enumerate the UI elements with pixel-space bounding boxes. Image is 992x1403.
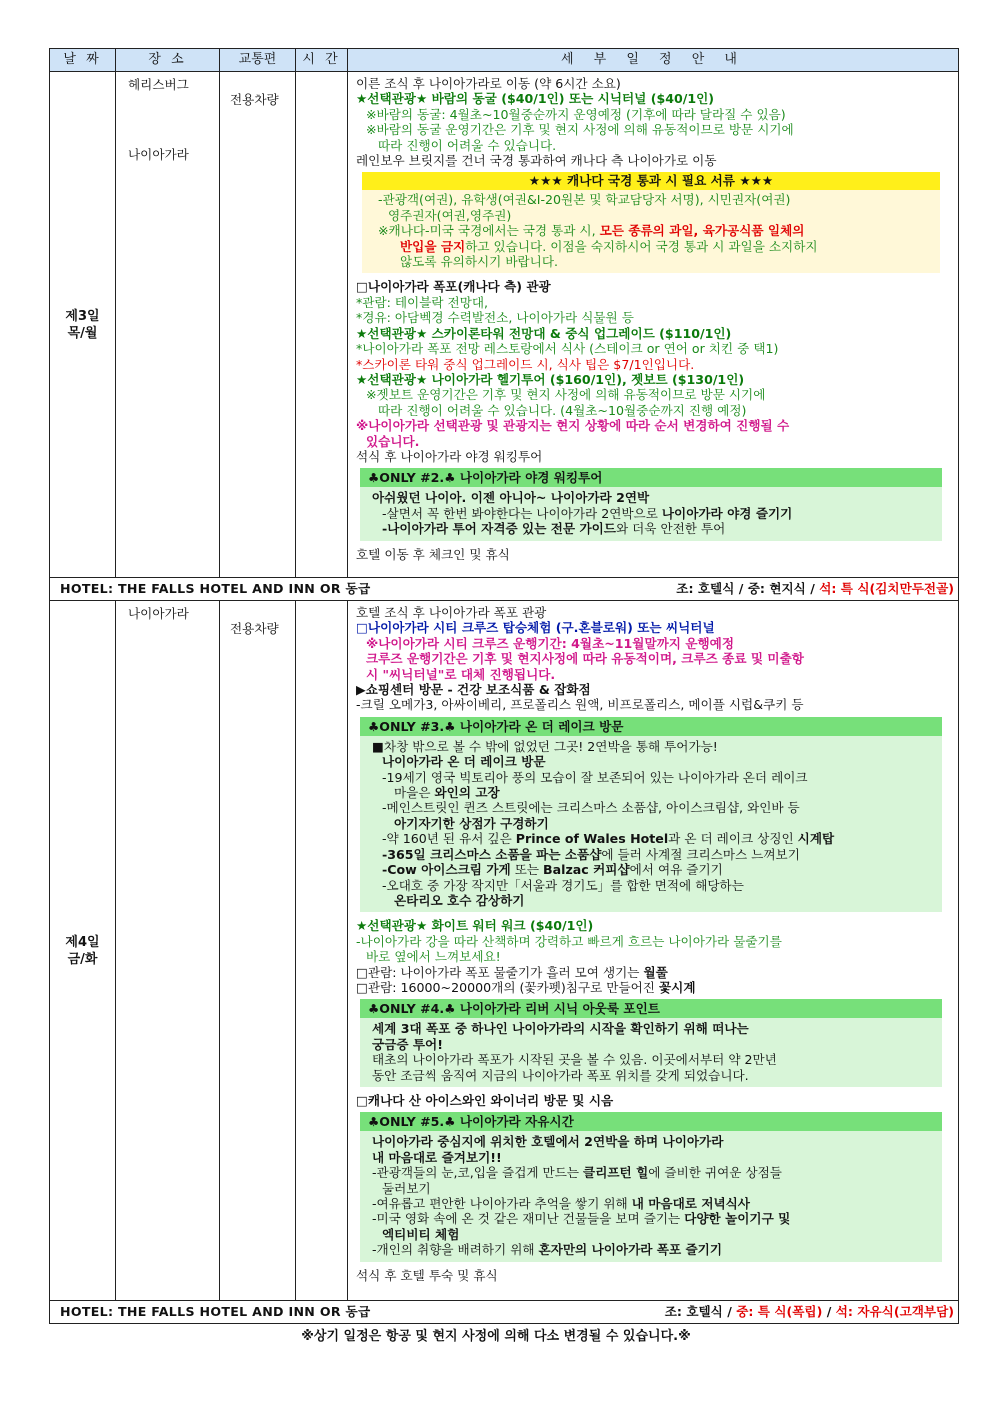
day3-time — [296, 72, 348, 578]
d3-note: *스카이론 타워 중식 업그레이드 시, 식사 팁은 $7/1인입니다. — [356, 356, 695, 372]
only2-box — [360, 468, 942, 540]
d4-line: 호텔 조식 후 나이아가라 폭포 관광 — [356, 605, 547, 620]
only5-body: 나이아가라 중심지에 위치한 호텔에서 2연박을 하며 나이아가라 내 마음대로 즐겨보기!! -관광객들의 눈,코,입을 즐겁게 만드는 클리프턴 힐에 즐비한 귀여운 상점들 둘러보기 -여유롭고 편안한 나이아가라 추억을 쌓기 위해 내 마음대로 저녁식사 -미국 영화 속에 온 것 같은 재미난 건물들을 보며 즐기는 다양한 놀이기구 및 엑티비티 체험 -개인의 취향을 배려하기 위해 혼자만의 나이아가라 폭포 즐기기 — [372, 1134, 791, 1258]
d3-option-cave: ★선택관광★ 바람의 동굴 ($40/1인) 또는 시닉터널 ($40/1인) — [356, 91, 715, 107]
day3-transport: 전용차량 — [220, 72, 296, 578]
itinerary-table — [49, 48, 959, 1324]
footer-note: ※상기 일정은 항공 및 현지 사정에 의해 다소 변경될 수 있습니다.※ — [301, 1329, 691, 1344]
d3-note: *나이아가라 폭포 전망 레스토랑에서 식사 (스테이크 or 연어 or 치킨 중 택1) — [356, 341, 779, 357]
d3-warning: 있습니다. — [366, 433, 420, 449]
day4-time — [296, 601, 348, 1301]
d4-warning: 크루즈 운행기간은 기후 및 현지사정에 따라 유동적이며, 크루즈 종료 및 미출항 — [366, 651, 804, 667]
day3-places — [116, 72, 220, 578]
only3-title: ♣ONLY #3.♣ 나이아가라 온 더 레이크 방문 — [360, 717, 942, 736]
header-place: 장 소 — [116, 49, 220, 72]
d3-option-skylon: ★선택관광★ 스카이론타워 전망대 & 중식 업그레이드 ($110/1인) — [356, 325, 732, 341]
d3-note: 따라 진행이 어려울 수 있습니다. — [378, 137, 557, 153]
d3-warning: ※나이아가라 선택관광 및 관광지는 현지 상황에 따라 순서 변경하여 진행될 수 — [356, 418, 790, 434]
day4-lunch: 중: 특 식(폭립) — [736, 1304, 823, 1320]
only3-body: ■차창 밖으로 볼 수 밖에 없었던 그곳! 2연박을 통해 투어가능! 나이아가라 온 더 레이크 방문 -19세기 영국 빅토리아 풍의 모습이 잘 보존되어 있는 나이아가라 온더 레이크 마을은 와인의 고장 -메인스트릿인 퀸즈 스트릿에는 크리스마스 소품샵, 아이스크림샵, 와인바 등 아기자기한 상점가 구경하기 -약 160년 된 유서 깊은 Prince of Wales Hotel과 온 더 레이크 상징인 시계탑 -365일 크리스마스 소품을 파는 소품샵에 들러 사계절 크리스마스 느껴보기 -Cow 아이스크림 가게 또는 Balzac 커피샵에서 여유 즐기기 -오대호 중 가장 작지만「서울과 경기도」를 합한 면적에 해당하는 온타리오 호수 감상하기 — [372, 738, 835, 908]
d3-line: 호텔 이동 후 체크인 및 휴식 — [356, 546, 510, 562]
only4-body: 세계 3대 폭포 중 하나인 나이아가라의 시작을 확인하기 위해 떠나는 궁금증 투어! 태초의 나이아가라 폭포가 시작된 곳을 볼 수 있음. 이곳에서부터 약 2만년 동안 조금씩 움직여 지금의 나이아가라 폭포 위치를 갖게 되었습니다. — [372, 1021, 777, 1083]
place-harrisburg: 헤리스버그 — [128, 77, 189, 92]
day3-detail — [348, 72, 959, 578]
d3-falls-tour: □나이아가라 폭포(캐나다 측) 관광 — [356, 279, 551, 295]
d4-note: 바로 옆에서 느껴보세요! — [366, 949, 501, 965]
day4-hotel-row: HOTEL: THE FALLS HOTEL AND INN OR 동급 조: 호텔식 / 중: 특 식(폭립) / 석: 자유식(고객부담) — [50, 1301, 959, 1324]
day3-label: 제3일 목/월 — [50, 72, 116, 578]
d4-note: -나이아가라 강을 따라 산책하며 강력하고 빠르게 흐르는 나이아가라 물줄기를 — [356, 933, 782, 949]
only4-title: ♣ONLY #4.♣ 나이아가라 리버 시닉 아웃룩 포인트 — [360, 999, 942, 1018]
header-detail: 세 부 일 정 안 내 — [348, 49, 959, 72]
d4-warning: 시 "씨닉터널"로 대체 진행됩니다. — [366, 666, 556, 682]
day3-hotel: HOTEL: THE FALLS HOTEL AND INN OR 동급 — [60, 581, 371, 597]
d4-line: 석식 후 호텔 투숙 및 휴식 — [356, 1267, 498, 1283]
border-notice — [362, 172, 940, 273]
d3-note: ※젯보트 운영기간은 기후 및 현지 사정에 의해 유동적이므로 방문 시기에 — [366, 387, 766, 403]
d4-cruise: □나이아가라 시티 크루즈 탑승체험 (구.혼블로워) 또는 씨닉터널 — [356, 620, 715, 636]
day3-meals: 조: 호텔식 / 중: 현지식 / — [676, 581, 820, 597]
d3-note: ※바람의 동굴 운영기간은 기후 및 현지 사정에 의해 유동적이므로 방문 시기에 — [366, 122, 794, 138]
d4-warning: ※나이아가라 시티 크루즈 운행기간: 4월초~11월말까지 운행예정 — [366, 635, 735, 651]
place-niagara: 나이아가라 — [128, 147, 189, 163]
d3-note: 따라 진행이 어려울 수 있습니다. (4월초~10월중순까지 진행 예정) — [378, 402, 747, 418]
d3-line: 석식 후 나이아가라 야경 워킹투어 — [356, 448, 543, 464]
only4-box — [360, 999, 942, 1087]
only3-box — [360, 717, 942, 912]
header-transport: 교통편 — [220, 49, 296, 72]
d4-icewine: □캐나다 산 아이스와인 와이너리 방문 및 시음 — [356, 1092, 614, 1108]
only5-title: ♣ONLY #5.♣ 나이아가라 자유시간 — [360, 1112, 942, 1131]
d4-option-whitewater: ★선택관광★ 화이트 워터 워크 ($40/1인) — [356, 918, 594, 934]
day3-row — [50, 72, 959, 578]
header-time: 시 간 — [296, 49, 348, 72]
day4-places — [116, 601, 220, 1301]
border-notice-body: -관광객(여권), 유학생(여권&I-20원본 및 학교담당자 서명), 시민권자(여권) 영주권자(여권,영주권) ※캐나다-미국 국경에서는 국경 통과 시, 모든 종류의 과일, 육가공식품 일체의 반입을 금지하고 있습니다. 이점을 숙지하시어 국경 통과 시 과일을 소지하지 않도록 유의하시기 바랍니다. — [378, 192, 818, 270]
d3-line: *경유: 아담벡경 수력발전소, 나이아가라 식물원 등 — [356, 310, 634, 326]
only2-body: 아쉬웠던 나이아. 이젠 아니아~ 나이아가라 2연박 -살면서 꼭 한번 봐야한다는 나이아가라 2연박으로 나이아가라 야경 즐기기 -나이아가라 투어 자격증 있는 전문 가이드와 더욱 안전한 투어 — [372, 490, 793, 537]
d3-line: 이른 조식 후 나이아가라로 이동 (약 6시간 소요) — [356, 76, 621, 91]
day4-hotel: HOTEL: THE FALLS HOTEL AND INN OR 동급 — [60, 1304, 371, 1320]
day4-transport: 전용차량 — [220, 601, 296, 1301]
day4-row — [50, 601, 959, 1301]
d4-shopping: ▶쇼핑센터 방문 - 건강 보조식품 & 잡화점 — [356, 682, 591, 698]
header-row — [50, 49, 959, 72]
day3-hotel-row — [50, 578, 959, 601]
border-notice-title: ★★★ 캐나다 국경 통과 시 필요 서류 ★★★ — [362, 172, 940, 190]
day4-dinner: 석: 자유식(고객부담) — [835, 1304, 954, 1320]
d4-line: -크릴 오메가3, 아싸이베리, 프로폴리스 원액, 비프로폴리스, 메이플 시럽&쿠키 등 — [356, 697, 804, 713]
day4-detail: 호텔 조식 후 나이아가라 폭포 관광 □나이아가라 시티 크루즈 탑승체험 (구.혼블로워) 또는 씨닉터널 ※나이아가라 시티 크루즈 운행기간: 4월초~11월말까지 운행예정 크루즈 운행기간은 기후 및 현지사정에 따라 유동적이며, 크루즈 종료 및 미출항 시 "씨닉터널"로 대체 진행됩니다. ▶쇼핑센터 방문 - 건강 보조식품 & 잡화점 -크릴 오메가3, 아싸이베리, 프로폴리스 원액, 비프로폴리스, 메이플 시럽&쿠키 등 ♣ONLY #3.♣ 나이아가라 온 더 레이크 방문 ■차창 밖으로 볼 수 밖에 없었던 그곳! 2연박을 통해 투어가능! 나이아가라 온 더 레이크 방문 -19세기 영국 빅토리아 풍의 모습이 잘 보존되어 있는 나이아가라 온더 레이크 마을은 와인의 고장 -메인스트릿인 퀸즈 스트릿에는 크리스마스 소품샵, 아이스크림샵, 와인바 등 아기자기한 상점가 구경하기 -약 160년 된 유서 깊은 Prince of Wales Hotel과 온 더 레이크 상징인 시계탑 -365일 크리스마스 소품을 파는 소품샵에 들러 사계절 크리스마스 느껴보기 -Cow 아이스크림 가게 또는 Balzac 커피샵에서 여유 즐기기 -오대호 중 가장 작지만「서울과 경기도」를 합한 면적에 해당하는 온타리오 호수 감상하기 ★선택관광★ 화이트 워터 워크 ($40/1인) -나이아가라 강을 따라 산책하며 강력하고 빠르게 흐르는 나이아가라 물줄기를 바로 옆에서 느껴보세요! □관람: 나이아가라 폭포 물줄기가 흘러 모여 생기는 월풀 □관람: 16000~20000개의 (꽃카펫)침구로 만들어진 꽃시계 ♣ONLY #4.♣ 나이아가라 리버 시닉 아웃룩 포인트 세계 3대 폭포 중 하나인 나이아가라의 시작을 확인하기 위해 떠나는 궁금증 투어! 태초의 나이아가라 폭포가 시작된 곳을 볼 수 있음. 이곳에서부터 약 2만년 동안 조금씩 움직여 지금의 나이아가라 폭포 위치를 갖게 되었습니다. □캐나다 산 아이스와인 와이너리 방문 및 시음 ♣ONLY #5.♣ 나이아가라 자유시간 나이아가라 중심지에 위치한 호텔에서 2연박을 하며 나이아가라 내 마음대로 즐겨보기!! -관광객들의 눈,코,입을 즐겁게 만드는 클리프턴 힐에 즐비한 귀여운 상점들 둘러보기 -여유롭고 편안한 나이아가라 추억을 쌓기 위해 내 마음대로 저녁식사 -미국 영화 속에 온 것 같은 재미난 건물들을 보며 즐기는 다양한 놀이기구 및 엑티비티 체험 -개인의 취향을 배려하기 위해 혼자만의 나이아가라 폭포 즐기기 석식 후 호텔 투숙 및 휴식 — [348, 601, 959, 1301]
only2-title: ♣ONLY #2.♣ 나이아가라 야경 워킹투어 — [360, 468, 942, 487]
d3-line: 레인보우 브릿지를 건너 국경 통과하여 캐나다 측 나이아가로 이동 — [356, 153, 717, 169]
d3-option-heli: ★선택관광★ 나이아가라 헬기투어 ($160/1인), 젯보트 ($130/1인) — [356, 371, 745, 387]
header-date: 날 짜 — [50, 49, 116, 72]
d3-line: *관람: 테이블락 전망대, — [356, 294, 489, 310]
only5-box — [360, 1112, 942, 1261]
day4-breakfast: 조: 호텔식 / — [664, 1304, 737, 1320]
day4-label: 제4일 금/화 — [50, 601, 116, 1301]
d3-note: ※바람의 동굴: 4월초~10월중순까지 운영예정 (기후에 따라 달라질 수 있음) — [366, 106, 786, 122]
place-niagara: 나이아가라 — [128, 606, 189, 621]
day3-dinner: 석: 특 식(김치만두전골) — [819, 581, 954, 597]
